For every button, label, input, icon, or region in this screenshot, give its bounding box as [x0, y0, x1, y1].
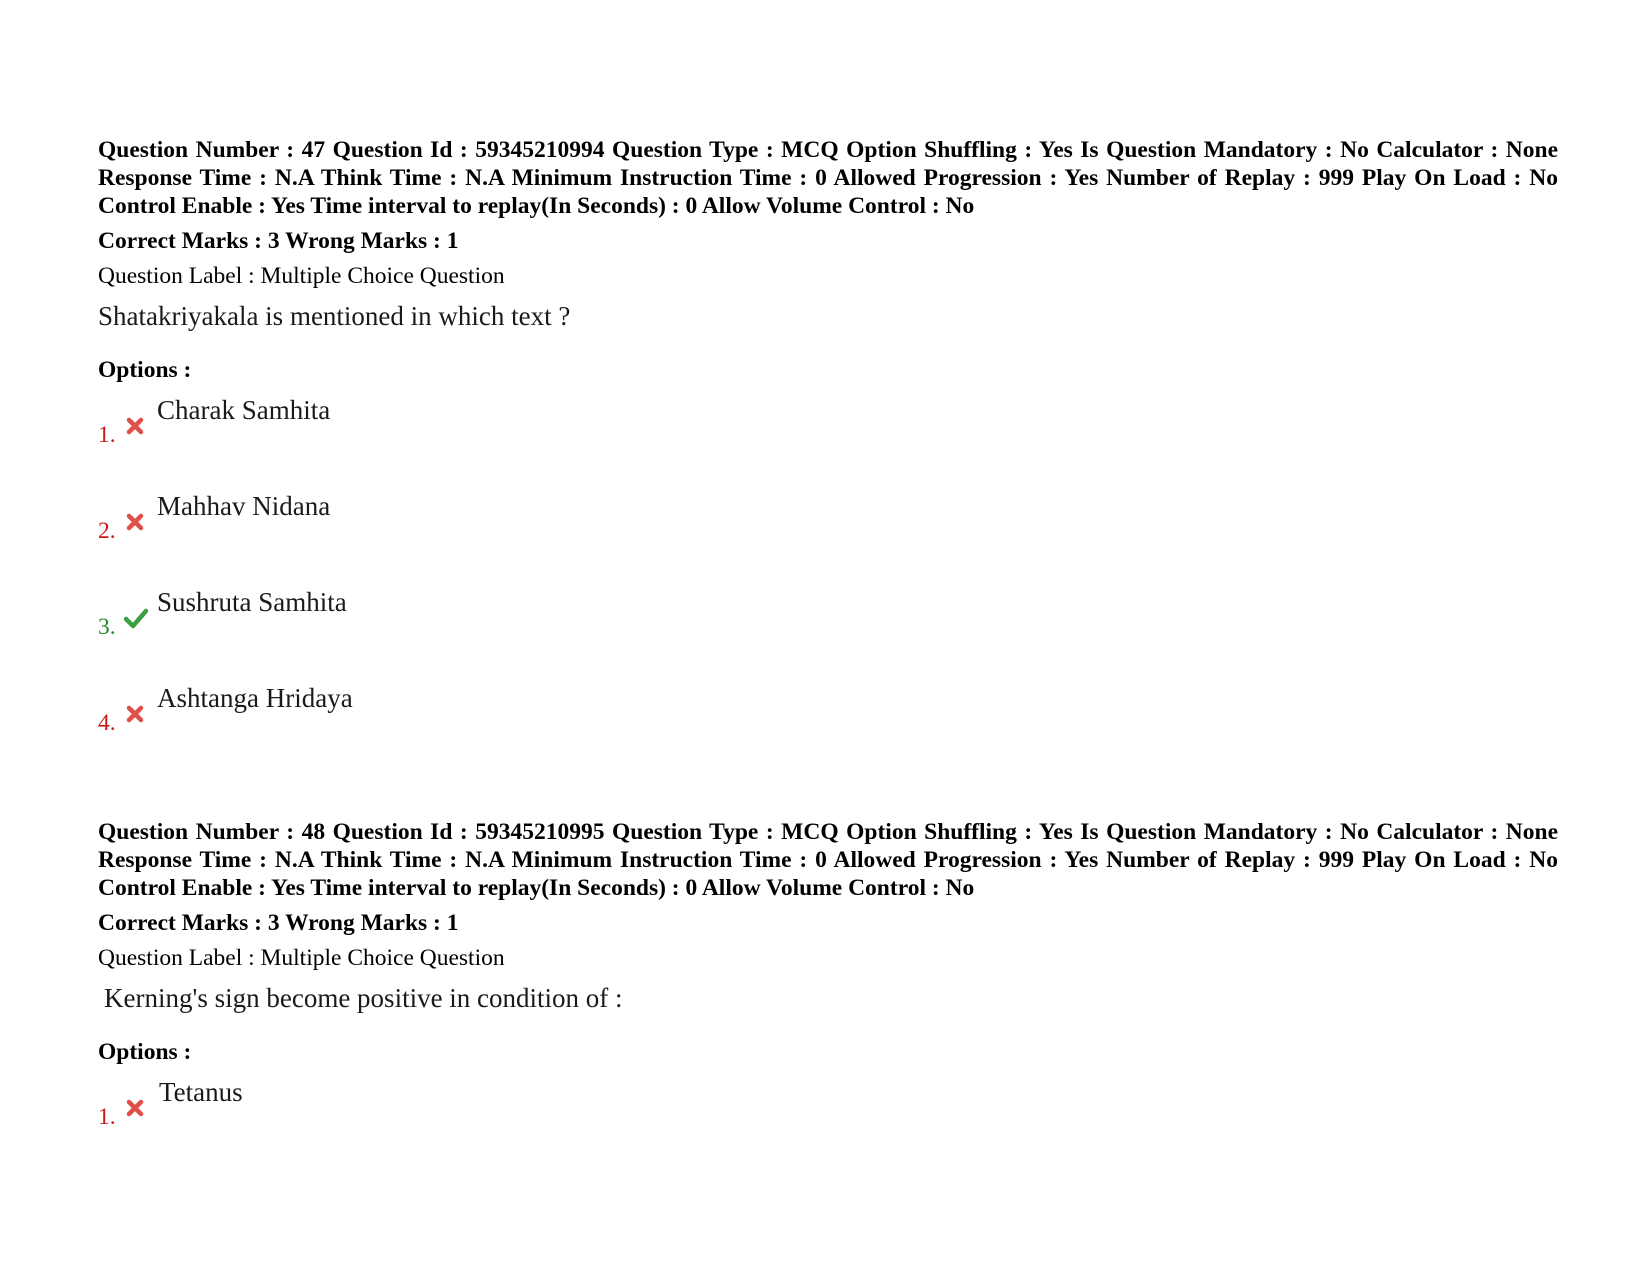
- options-heading: Options :: [98, 357, 192, 383]
- question-marks: Correct Marks : 3 Wrong Marks : 1: [98, 228, 459, 254]
- question-meta: Question Number : 48 Question Id : 59345210995 Question Type : MCQ Option Shuffling : Yes Is Question Mandatory : No Calculator : None Response Time : N.A Think Time : N.A Minimum Instruction Time : 0 Allowed Progression : Yes Number of Replay : 999 Play On Load : No Control Enable : Yes Time interval to replay(In Seconds) : 0 Allow Volume Control : No: [98, 819, 1558, 901]
- question-label: Question Label : Multiple Choice Question: [98, 263, 505, 289]
- option-item: [98, 582, 1558, 678]
- question-block-47: [98, 136, 1558, 774]
- question-meta: Question Number : 47 Question Id : 59345210994 Question Type : MCQ Option Shuffling : Yes Is Question Mandatory : No Calculator : None Response Time : N.A Think Time : N.A Minimum Instruction Time : 0 Allowed Progression : Yes Number of Replay : 999 Play On Load : No Control Enable : Yes Time interval to replay(In Seconds) : 0 Allow Volume Control : No: [98, 137, 1558, 219]
- option-text: Charak Samhita: [157, 395, 331, 425]
- question-block-48: [98, 818, 1558, 1168]
- option-text: Mahhav Nidana: [157, 491, 331, 521]
- check-icon: [124, 607, 146, 629]
- option-number: 1.: [98, 1104, 116, 1130]
- options-list: [98, 390, 1558, 774]
- options-list: [98, 1072, 1558, 1168]
- cross-icon: [124, 703, 146, 725]
- option-item: [98, 390, 1558, 486]
- question-marks: Correct Marks : 3 Wrong Marks : 1: [98, 910, 459, 936]
- cross-icon: [124, 415, 146, 437]
- cross-icon: [124, 1097, 146, 1119]
- option-number: 2.: [98, 518, 116, 544]
- question-label: Question Label : Multiple Choice Question: [98, 945, 505, 971]
- option-item: [98, 486, 1558, 582]
- cross-icon: [124, 511, 146, 533]
- option-number: 4.: [98, 710, 116, 736]
- question-text: Kerning's sign become positive in condition of :: [104, 983, 623, 1013]
- option-number: 1.: [98, 422, 116, 448]
- option-item: [98, 678, 1558, 774]
- option-item: [98, 1072, 1558, 1168]
- option-text: Ashtanga Hridaya: [157, 683, 353, 713]
- options-heading: Options :: [98, 1039, 192, 1065]
- option-text: Sushruta Samhita: [157, 587, 347, 617]
- option-text: Tetanus: [159, 1077, 243, 1107]
- option-number: 3.: [98, 614, 116, 640]
- question-text: Shatakriyakala is mentioned in which text ?: [98, 301, 571, 331]
